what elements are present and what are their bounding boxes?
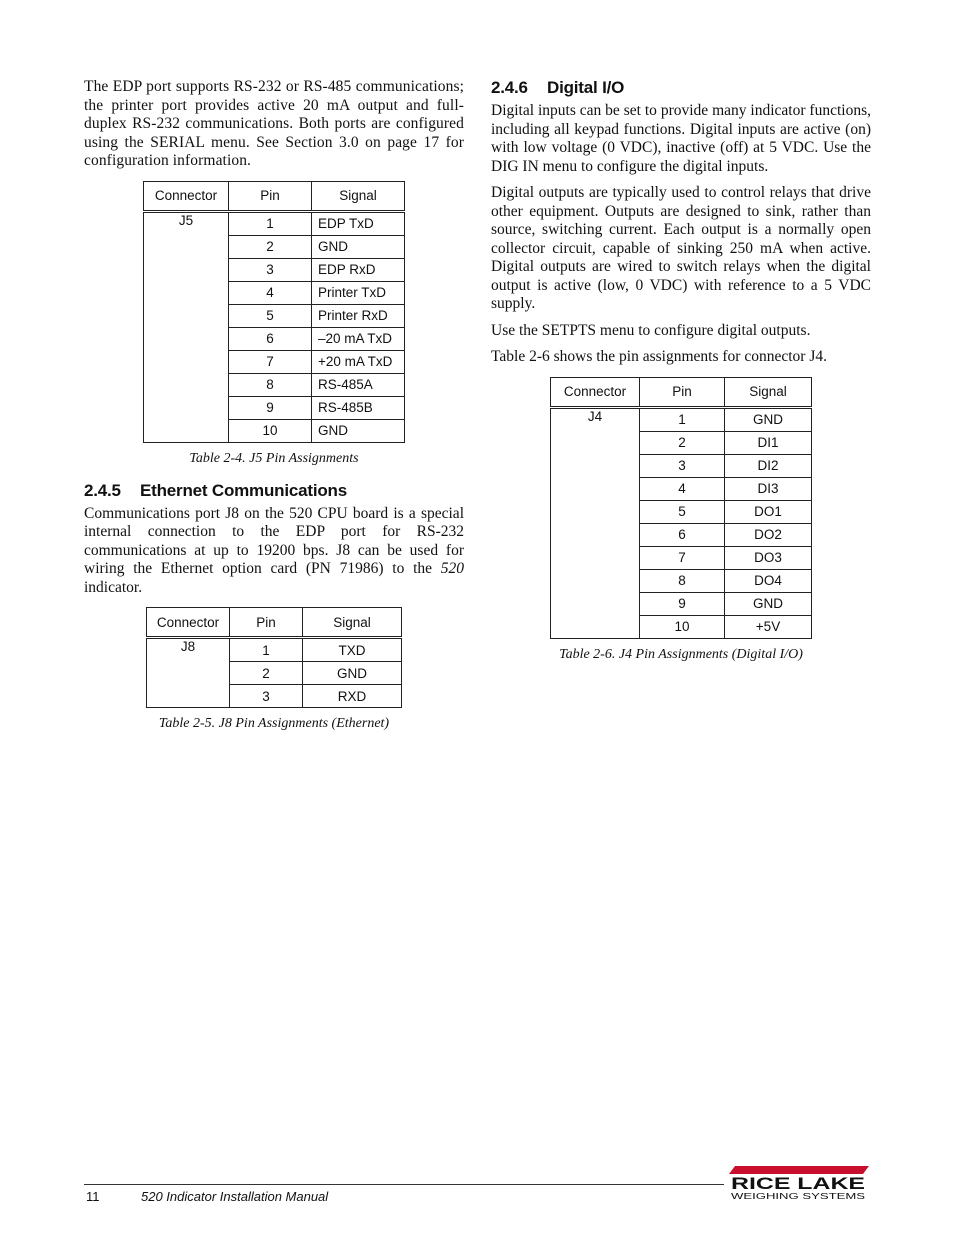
- signal-cell: RS-485A: [312, 373, 405, 396]
- digital-inputs-paragraph: Digital inputs can be set to provide many indicator functions, including all keypad functions. Digital inputs are active (on) with low voltage (0 VDC), inactive (off) at 5 VDC. Use the DIG IN menu to configure the digital inputs.: [491, 102, 871, 175]
- header-signal: Signal: [312, 181, 405, 211]
- header-pin: Pin: [230, 608, 303, 638]
- signal-cell: +20 mA TxD: [312, 350, 405, 373]
- footer-rule: [84, 1184, 724, 1185]
- j8-pin-table: [146, 607, 402, 708]
- signal-cell: RXD: [303, 685, 402, 708]
- pin-cell: 10: [640, 615, 725, 638]
- signal-cell: GND: [312, 419, 405, 442]
- j4-table-caption: Table 2-6. J4 Pin Assignments (Digital I/O): [559, 646, 803, 662]
- logo-top-text: RICE LAKE: [731, 1174, 865, 1193]
- pin-cell: 1: [640, 407, 725, 431]
- j5-pin-table: [143, 181, 405, 443]
- section-title: Ethernet Communications: [140, 480, 347, 500]
- logo-bottom-text: WEIGHING SYSTEMS: [731, 1191, 866, 1201]
- signal-cell: Printer RxD: [312, 304, 405, 327]
- section-heading-digital-io: [491, 78, 871, 98]
- table-row: [147, 638, 402, 662]
- section-title: Digital I/O: [547, 78, 625, 97]
- model-number: 520: [440, 560, 464, 577]
- pin-cell: 1: [230, 638, 303, 662]
- table-row: [144, 211, 405, 235]
- signal-cell: GND: [312, 235, 405, 258]
- pin-cell: 7: [229, 350, 312, 373]
- signal-cell: DO4: [725, 569, 812, 592]
- pin-cell: 2: [229, 235, 312, 258]
- header-connector: Connector: [144, 181, 229, 211]
- pin-cell: 3: [229, 258, 312, 281]
- j8-table-caption: Table 2-5. J8 Pin Assignments (Ethernet): [158, 716, 390, 731]
- left-column: [84, 78, 464, 746]
- edp-port-paragraph: The EDP port supports RS-232 or RS-485 communications; the printer port provides active 20 mA output and full-duplex RS-232 communications. Both ports are configured using the SERIAL menu. See Section 3.0 on page 17 for configuration information.: [84, 78, 464, 169]
- pin-cell: 8: [640, 569, 725, 592]
- signal-cell: GND: [303, 662, 402, 685]
- pin-cell: 5: [640, 500, 725, 523]
- section-heading-ethernet: [84, 481, 464, 501]
- signal-cell: DI1: [725, 431, 812, 454]
- signal-cell: DI3: [725, 477, 812, 500]
- section-number: 2.4.6: [491, 78, 528, 97]
- pin-cell: 2: [640, 431, 725, 454]
- signal-cell: Printer TxD: [312, 281, 405, 304]
- logo-graphic: [729, 1165, 869, 1201]
- pin-cell: 1: [229, 211, 312, 235]
- signal-cell: DO3: [725, 546, 812, 569]
- signal-cell: TXD: [303, 638, 402, 662]
- pin-cell: 3: [230, 685, 303, 708]
- signal-cell: GND: [725, 592, 812, 615]
- table-reference-paragraph: Table 2-6 shows the pin assignments for connector J4.: [491, 348, 827, 365]
- signal-cell: DI2: [725, 454, 812, 477]
- header-pin: Pin: [229, 181, 312, 211]
- signal-cell: +5V: [725, 615, 812, 638]
- ethernet-text-before: Communications port J8 on the 520 CPU board is a special internal connection to the EDP port for RS-232 communications at up to 19200 bps. J8 can be used for wiring the Ethernet option card (PN 71986) to the: [84, 504, 464, 577]
- pin-cell: 2: [230, 662, 303, 685]
- pin-cell: 4: [640, 477, 725, 500]
- signal-cell: DO2: [725, 523, 812, 546]
- signal-cell: –20 mA TxD: [312, 327, 405, 350]
- j5-table-caption: Table 2-4. J5 Pin Assignments: [189, 450, 359, 466]
- pin-cell: 7: [640, 546, 725, 569]
- pin-cell: 9: [229, 396, 312, 419]
- pin-cell: 8: [229, 373, 312, 396]
- right-column: [491, 78, 871, 677]
- manual-title: 520 Indicator Installation Manual: [141, 1189, 329, 1204]
- logo-red-bar: [729, 1166, 869, 1174]
- j4-pin-table: [550, 377, 812, 639]
- pin-cell: 5: [229, 304, 312, 327]
- connector-cell: J5: [144, 211, 229, 442]
- signal-cell: DO1: [725, 500, 812, 523]
- header-pin: Pin: [640, 377, 725, 407]
- ethernet-paragraph: [84, 505, 464, 598]
- header-signal: Signal: [303, 608, 402, 638]
- table-row: [551, 407, 812, 431]
- section-number: 2.4.5: [84, 480, 121, 500]
- header-connector: Connector: [147, 608, 230, 638]
- connector-cell: J4: [551, 407, 640, 638]
- pin-cell: 9: [640, 592, 725, 615]
- setpts-paragraph: Use the SETPTS menu to configure digital outputs.: [491, 321, 811, 339]
- connector-cell: J8: [147, 638, 230, 708]
- rice-lake-logo: [729, 1165, 869, 1201]
- page-number: 11: [86, 1189, 100, 1204]
- signal-cell: EDP RxD: [312, 258, 405, 281]
- header-connector: Connector: [551, 377, 640, 407]
- pin-cell: 6: [640, 523, 725, 546]
- signal-cell: EDP TxD: [312, 211, 405, 235]
- pin-cell: 6: [229, 327, 312, 350]
- signal-cell: RS-485B: [312, 396, 405, 419]
- digital-outputs-paragraph: Digital outputs are typically used to control relays that drive other equipment. Outputs are designed to sink, rather than source, switching current. Each output is a normally open collector circuit, capable of sinking 250 mA when active. Digital outputs are wired to switch relays when the digital output is active (low, 0 VDC) with reference to a 5 VDC supply.: [491, 184, 871, 312]
- ethernet-text-after: indicator.: [84, 578, 143, 596]
- pin-cell: 4: [229, 281, 312, 304]
- pin-cell: 3: [640, 454, 725, 477]
- signal-cell: GND: [725, 407, 812, 431]
- pin-cell: 10: [229, 419, 312, 442]
- header-signal: Signal: [725, 377, 812, 407]
